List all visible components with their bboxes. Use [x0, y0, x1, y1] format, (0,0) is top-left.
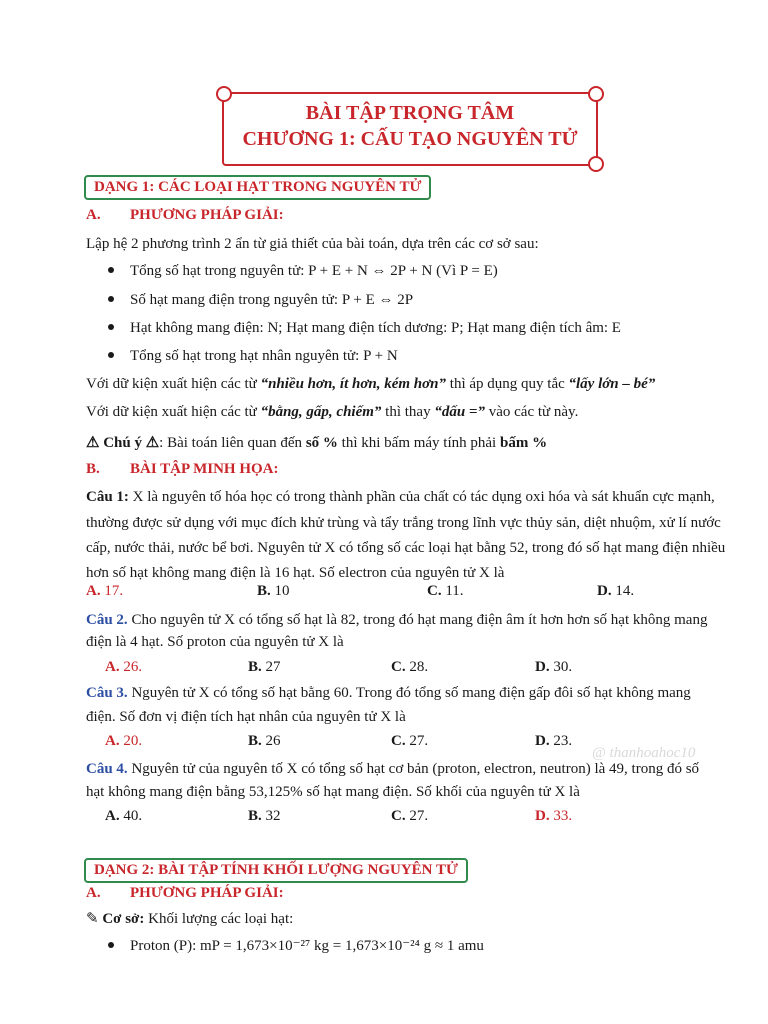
answer-option-a: A. 40. — [105, 808, 143, 824]
basis-label: Cơ sở: — [102, 911, 145, 927]
question-label: Câu 3. — [86, 685, 128, 701]
question-label: Câu 1: — [86, 489, 129, 505]
banner-title-line2: CHƯƠNG 1: CẤU TẠO NGUYÊN TỬ — [242, 128, 578, 150]
answer-option-d: D. 30. — [535, 659, 573, 675]
question-label: Câu 2. — [86, 612, 128, 628]
question-2-line: điện là 4 hạt. Số proton của nguyên tử X là — [86, 634, 344, 650]
watermark: @ thanhoahoc10 — [592, 745, 696, 761]
answer-option-d: D. 23. — [535, 733, 573, 749]
answer-option-a: A. 17. — [86, 583, 124, 599]
answer-option-b: B. 10 — [257, 583, 290, 599]
bullet-icon — [108, 296, 114, 302]
answer-option-d: D. 33. — [535, 808, 573, 824]
section-heading-dang1: DẠNG 1: CÁC LOẠI HẠT TRONG NGUYÊN TỬ — [84, 175, 431, 200]
answer-option-b: B. 32 — [248, 808, 281, 824]
answer-option-a: A. 20. — [105, 733, 143, 749]
subsection-title: BÀI TẬP MINH HỌA: — [130, 461, 279, 477]
list-item: Hạt không mang điện: N; Hạt mang điện tích dương: P; Hạt mang điện tích âm: E — [108, 320, 621, 337]
basis-line: ✎ Cơ sở: Khối lượng các loại hạt: — [86, 911, 294, 927]
question-label: Câu 4. — [86, 761, 128, 777]
question-3-line: điện. Số đơn vị điện tích hạt nhân của nguyên tử X là — [86, 709, 406, 725]
question-1-line: thường được sử dụng với mục đích khử trùng và tẩy trắng trong lĩnh vực thủy sản, diệt nhuộm, xử lí nước — [86, 515, 721, 531]
intro-text: Lập hệ 2 phương trình 2 ẩn từ giả thiết của bài toán, dựa trên các cơ sở sau: — [86, 236, 539, 252]
warning-note-label: ⚠ Chú ý ⚠ — [86, 435, 160, 451]
banner-title-line1: BÀI TẬP TRỌNG TÂM — [305, 102, 515, 124]
bullet-icon — [108, 352, 114, 358]
subsection-heading-a — [86, 207, 284, 224]
note-line: ⚠ Chú ý ⚠: Bài toán liên quan đến số % thì khi bấm máy tính phải bấm % — [86, 435, 548, 451]
question-1-line: hơn số hạt không mang điện là 16 hạt. Số electron của nguyên tử X là — [86, 565, 505, 581]
answer-option-b: B. 26 — [248, 733, 281, 749]
list-item: Tổng số hạt trong hạt nhân nguyên tử: P + N — [108, 348, 398, 365]
bullet-icon — [108, 324, 114, 330]
bullet-icon — [108, 267, 114, 273]
subsection-title: PHƯƠNG PHÁP GIẢI: — [130, 885, 284, 901]
answer-option-c: C. 27. — [391, 808, 429, 824]
section-heading-dang2: DẠNG 2: BÀI TẬP TÍNH KHỐI LƯỢNG NGUYÊN TỬ — [84, 858, 468, 883]
answer-option-d: D. 14. — [597, 583, 635, 599]
question-4-line: Câu 4. Nguyên tử của nguyên tố X có tổng số hạt cơ bản (proton, electron, neutron) là 49, trong đó số — [86, 761, 700, 777]
question-3-line: Câu 3. Nguyên tử X có tổng số hạt bằng 60. Trong đó tổng số mang điện gấp đôi số hạt không mang — [86, 685, 691, 701]
answer-option-c: C. 27. — [391, 733, 429, 749]
question-2-line: Câu 2. Cho nguyên tử X có tổng số hạt là 82, trong đó hạt mang điện âm ít hơn hơn số hạt không mang — [86, 612, 708, 628]
list-item: Tổng số hạt trong nguyên tử: P + E + N ⇔ 2P + N (Vì P = E) — [108, 263, 498, 280]
scroll-curl-icon — [216, 86, 232, 102]
rule-line-2: Với dữ kiện xuất hiện các từ “bằng, gấp, chiếm” thì thay “dấu =” vào các từ này. — [86, 404, 579, 420]
answer-option-b: B. 27 — [248, 659, 281, 675]
list-item: Proton (P): mP = 1,673×10⁻²⁷ kg = 1,673×10⁻²⁴ g ≈ 1 amu — [108, 936, 484, 955]
answer-option-a: A. 26. — [105, 659, 143, 675]
subsection-letter: B. — [86, 461, 100, 477]
scroll-curl-icon — [588, 86, 604, 102]
subsection-letter: A. — [86, 207, 101, 223]
subsection-title: PHƯƠNG PHÁP GIẢI: — [130, 207, 284, 223]
subsection-letter: A. — [86, 885, 101, 901]
list-item: Số hạt mang điện trong nguyên tử: P + E ⇔ 2P — [108, 292, 413, 309]
answer-option-c: C. 11. — [427, 583, 464, 599]
bullet-icon — [108, 942, 114, 948]
question-1-line: cấp, nước thải, nước bể bơi. Nguyên tử X có tổng số các loại hạt bằng 52, trong đó số hạt mang điện nhiều — [86, 540, 726, 556]
title-banner — [222, 92, 598, 166]
question-1-line: Câu 1: X là nguyên tố hóa học có trong thành phần của chất có tác dụng oxi hóa và sát khuẩn cực mạnh, — [86, 489, 715, 505]
subsection-heading-a — [86, 885, 284, 902]
answer-option-c: C. 28. — [391, 659, 429, 675]
scroll-curl-icon — [588, 156, 604, 172]
question-4-line: hạt không mang điện bằng 53,125% số hạt mang điện. Số khối của nguyên tử X là — [86, 784, 580, 800]
pencil-icon: ✎ — [86, 911, 99, 927]
rule-line-1: Với dữ kiện xuất hiện các từ “nhiều hơn, ít hơn, kém hơn” thì áp dụng quy tắc “lấy lớn – bé” — [86, 376, 656, 392]
subsection-heading-b — [86, 461, 278, 478]
